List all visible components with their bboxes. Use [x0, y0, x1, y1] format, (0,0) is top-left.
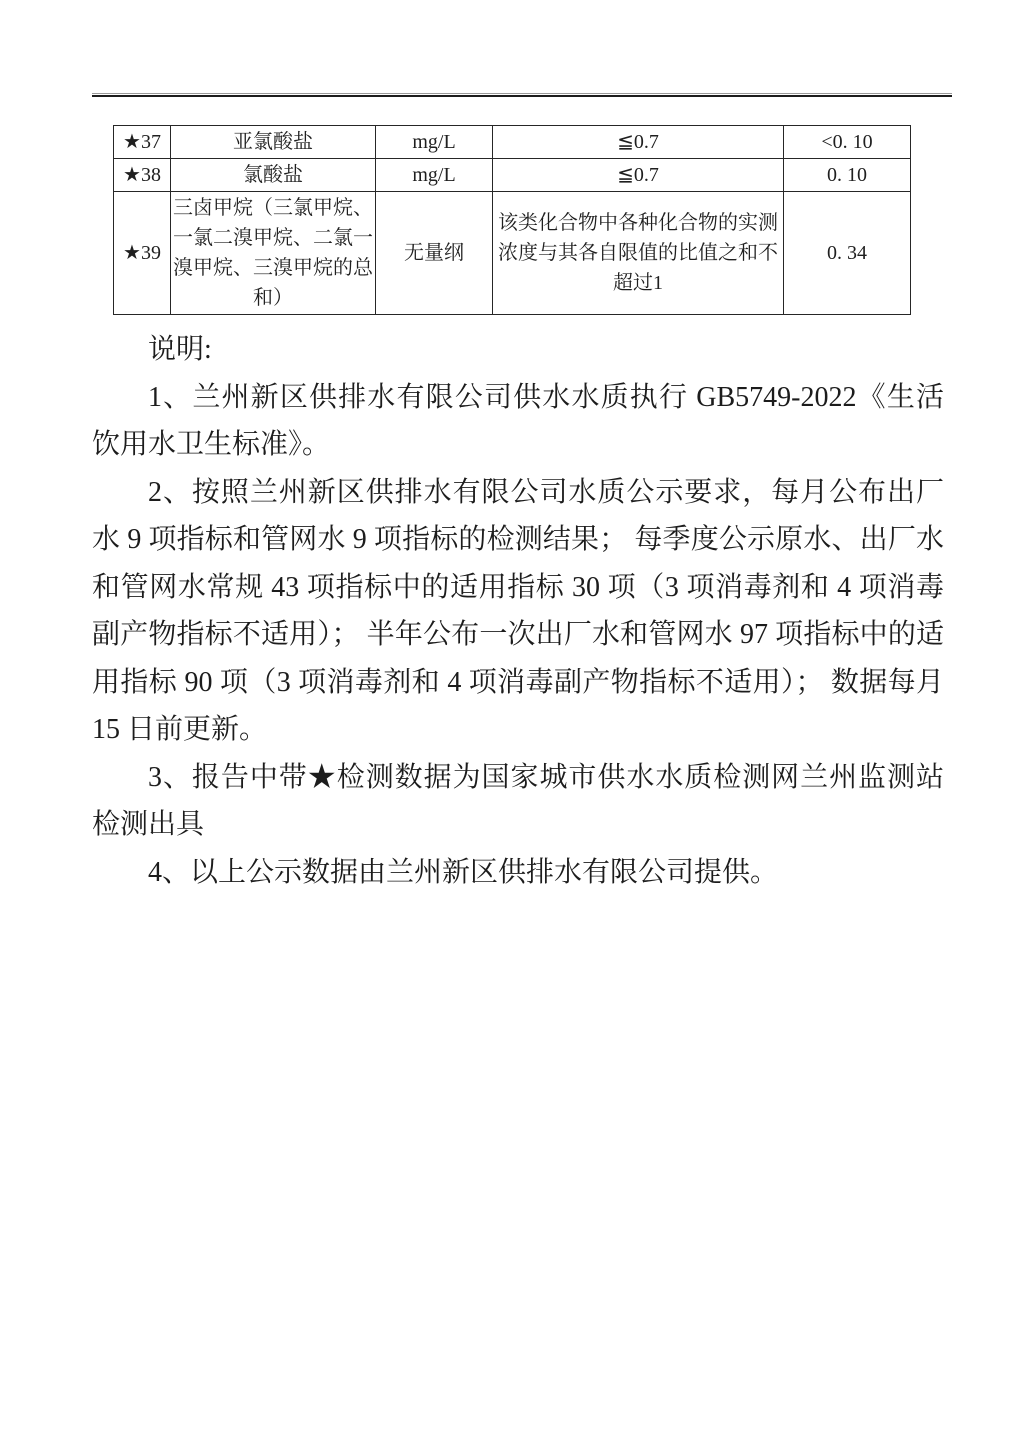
row-id-cell: ★38	[114, 159, 171, 192]
water-quality-table	[113, 125, 911, 315]
note-paragraph-4: 4、以上公示数据由兰州新区供排水有限公司提供。	[148, 856, 779, 888]
note-paragraph-1: 1、兰州新区供排水有限公司供水水质执行 GB5749-2022《生活饮用水卫生标准》。	[92, 381, 944, 460]
limit-cell: ≦0.7	[493, 126, 784, 159]
limit-cell: ≦0.7	[493, 159, 784, 192]
table-row-38	[114, 159, 911, 192]
table-row-37	[114, 126, 911, 159]
unit-cell: mg/L	[376, 159, 493, 192]
notes-section	[92, 326, 944, 896]
table-row-39	[114, 192, 911, 315]
parameter-name-cell: 三卤甲烷（三氯甲烷、一氯二溴甲烷、二氯一溴甲烷、三溴甲烷的总和）	[171, 192, 376, 315]
row-id-cell: ★37	[114, 126, 171, 159]
parameter-name-cell: 氯酸盐	[171, 159, 376, 192]
note-paragraph-3: 3、报告中带★检测数据为国家城市供水水质检测网兰州监测站检测出具	[92, 761, 944, 840]
measured-value-cell: <0. 10	[784, 126, 911, 159]
notes-heading: 说明:	[148, 334, 212, 365]
unit-cell: 无量纲	[376, 192, 493, 315]
unit-cell: mg/L	[376, 126, 493, 159]
measured-value-cell: 0. 10	[784, 159, 911, 192]
limit-cell: 该类化合物中各种化合物的实测浓度与其各自限值的比值之和不超过1	[493, 192, 784, 315]
measured-value-cell: 0. 34	[784, 192, 911, 315]
note-paragraph-2: 2、按照兰州新区供排水有限公司水质公示要求，每月公布出厂水 9 项指标和管网水 9 项指标的检测结果； 每季度公示原水、出厂水和管网水常规 43 项指标中的适用指标 30 项（3 项消毒剂和 4 项消毒副产物指标不适用）； 半年公布一次出厂水和管网水 97 项指标中的适用指标 90 项（3 项消毒剂和 4 项消毒副产物指标不适用）； 数据每月 15 日前更新。	[92, 476, 944, 745]
parameter-name-cell: 亚氯酸盐	[171, 126, 376, 159]
row-id-cell: ★39	[114, 192, 171, 315]
header-rule	[92, 93, 952, 97]
